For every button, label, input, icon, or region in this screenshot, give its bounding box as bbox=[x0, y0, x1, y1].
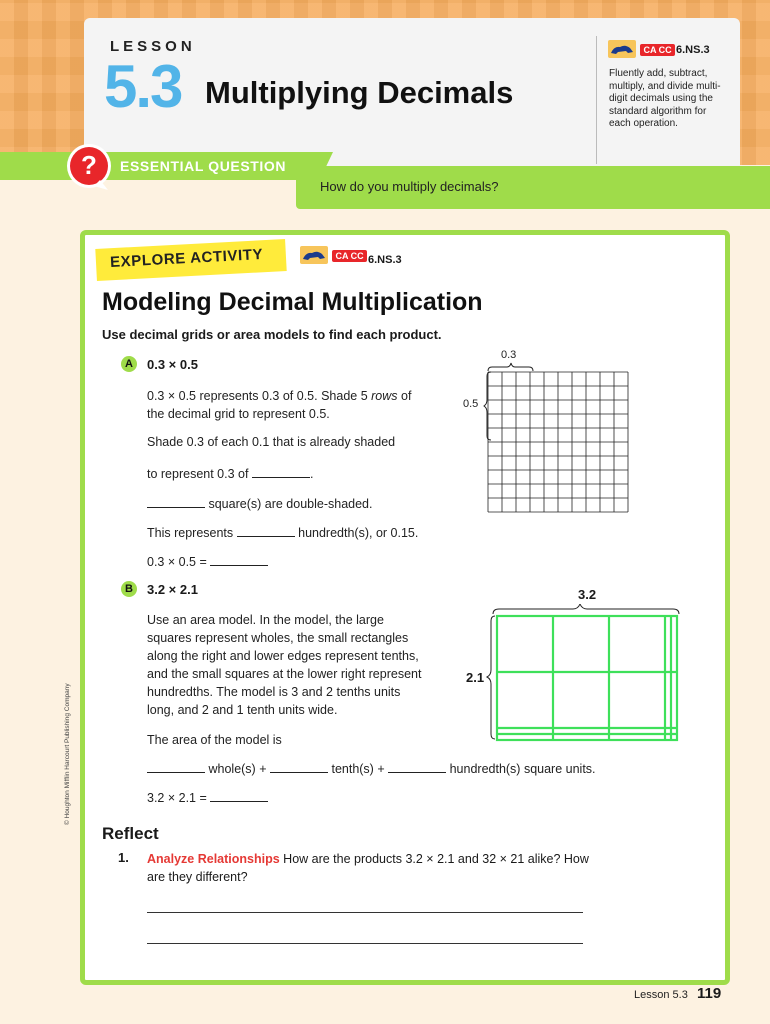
model-top-label: 3.2 bbox=[578, 587, 597, 602]
answer-line[interactable] bbox=[147, 912, 583, 913]
decimal-grid bbox=[480, 362, 630, 522]
explore-standard-code: 6.NS.3 bbox=[368, 254, 402, 266]
part-b-product-line bbox=[147, 789, 268, 807]
hundred-grid bbox=[488, 372, 628, 512]
standard-divider bbox=[596, 36, 597, 164]
model-lines bbox=[497, 616, 677, 740]
section-title: Modeling Decimal Multiplication bbox=[102, 288, 483, 316]
part-a-line7-text: 0.3 × 0.5 = bbox=[147, 555, 207, 569]
grid-top-label: 0.3 bbox=[501, 349, 517, 361]
grid-side-brace bbox=[484, 372, 491, 440]
question-mark-icon bbox=[64, 142, 114, 192]
part-a-line2: the decimal grid to represent 0.5. bbox=[147, 407, 330, 421]
part-b-area-line: The area of the model is bbox=[147, 733, 282, 747]
part-a-line6-start: This represents bbox=[147, 526, 234, 540]
answer-line[interactable] bbox=[147, 943, 583, 944]
reflect-question-text: How are the products 3.2 × 2.1 and 32 × 21 alike? How are they different? bbox=[147, 852, 589, 884]
model-side-brace bbox=[487, 616, 495, 739]
units-hundredth: hundredth(s) square units. bbox=[449, 762, 596, 776]
explore-standard-badge bbox=[300, 246, 367, 264]
page-number: 119 bbox=[697, 985, 722, 1002]
area-model bbox=[485, 604, 685, 749]
answer-blank[interactable] bbox=[147, 495, 205, 508]
lesson-title: Multiplying Decimals bbox=[205, 75, 514, 110]
svg-text:?: ? bbox=[81, 150, 97, 180]
units-tenth: tenth(s) + bbox=[331, 762, 385, 776]
reflect-question bbox=[147, 850, 597, 886]
part-b-marker: B bbox=[121, 581, 137, 597]
part-b-paragraph-line: Use an area model. In the model, the large bbox=[147, 613, 384, 627]
part-a-line5 bbox=[147, 495, 372, 513]
answer-blank[interactable] bbox=[237, 524, 295, 537]
part-a-line4 bbox=[147, 465, 313, 483]
lesson-word: LESSON bbox=[110, 38, 196, 55]
part-b-paragraph-line: long, and 2 and 1 tenth units wide. bbox=[147, 703, 338, 717]
answer-blank[interactable] bbox=[147, 760, 205, 773]
bear-icon bbox=[608, 40, 636, 58]
standard-code: 6.NS.3 bbox=[676, 44, 710, 56]
part-a-line7 bbox=[147, 553, 268, 571]
grid-top-brace bbox=[488, 363, 533, 371]
part-b-product-text: 3.2 × 2.1 = bbox=[147, 791, 207, 805]
part-a-marker: A bbox=[121, 356, 137, 372]
answer-blank[interactable] bbox=[210, 789, 268, 802]
part-b-paragraph-line: and the small squares at the lower right represent bbox=[147, 667, 422, 681]
part-b-paragraph-line: along the right and lower edges represent tenths, bbox=[147, 649, 419, 663]
part-b-paragraph bbox=[147, 611, 467, 719]
answer-blank[interactable] bbox=[252, 465, 310, 478]
part-a-line5-text: square(s) are double-shaded. bbox=[208, 497, 373, 511]
part-a-line1 bbox=[147, 387, 411, 405]
part-a-line1-text: 0.3 × 0.5 represents 0.3 of 0.5. Shade 5 bbox=[147, 389, 372, 403]
standard-badge bbox=[608, 40, 675, 58]
bear-icon bbox=[300, 246, 328, 264]
model-outline bbox=[497, 616, 677, 740]
answer-blank[interactable] bbox=[388, 760, 446, 773]
explore-badge-text: CA CC bbox=[332, 250, 366, 262]
standard-description: Fluently add, subtract, multiply, and divide multi-digit decimals using the standard algorithm for each operation. bbox=[609, 68, 721, 129]
part-a-line1-end: of bbox=[397, 389, 412, 403]
model-top-brace bbox=[493, 604, 679, 614]
part-a-line3: Shade 0.3 of each 0.1 that is already shaded bbox=[147, 435, 396, 449]
grid-side-label: 0.5 bbox=[463, 398, 479, 410]
copyright-text: © Houghton Mifflin Harcourt Publishing Company bbox=[64, 683, 71, 825]
reflect-title: Reflect bbox=[102, 824, 159, 843]
instruction-text: Use decimal grids or area models to find each product. bbox=[102, 327, 442, 342]
part-b-problem: 3.2 × 2.1 bbox=[147, 582, 198, 597]
essential-question-text: How do you multiply decimals? bbox=[320, 179, 499, 194]
part-a-line6 bbox=[147, 524, 418, 542]
standard-badge-text: CA CC bbox=[640, 44, 674, 56]
part-a-line4-end: . bbox=[309, 467, 314, 481]
part-b-paragraph-line: squares represent wholes, the small rectangles bbox=[147, 631, 409, 645]
part-b-paragraph-line: hundredths. The model is 3 and 2 tenths units bbox=[147, 685, 401, 699]
answer-blank[interactable] bbox=[210, 553, 268, 566]
lesson-number: 5.3 bbox=[104, 53, 182, 120]
units-whole: whole(s) + bbox=[208, 762, 267, 776]
reflect-number: 1. bbox=[118, 850, 129, 865]
part-a-problem: 0.3 × 0.5 bbox=[147, 357, 198, 372]
reflect-lead: Analyze Relationships bbox=[147, 852, 280, 866]
model-side-label: 2.1 bbox=[466, 670, 485, 685]
footer-lesson: Lesson 5.3 bbox=[634, 989, 688, 1001]
part-a-line4-start: to represent 0.3 of bbox=[147, 467, 249, 481]
answer-blank[interactable] bbox=[270, 760, 328, 773]
part-a-line1-emphasis: rows bbox=[371, 389, 398, 403]
part-b-units-line bbox=[147, 760, 596, 778]
part-a-line6-end: hundredth(s), or 0.15. bbox=[298, 526, 419, 540]
essential-question-label: ESSENTIAL QUESTION bbox=[120, 158, 287, 174]
explore-activity-label: EXPLORE ACTIVITY bbox=[109, 246, 264, 271]
